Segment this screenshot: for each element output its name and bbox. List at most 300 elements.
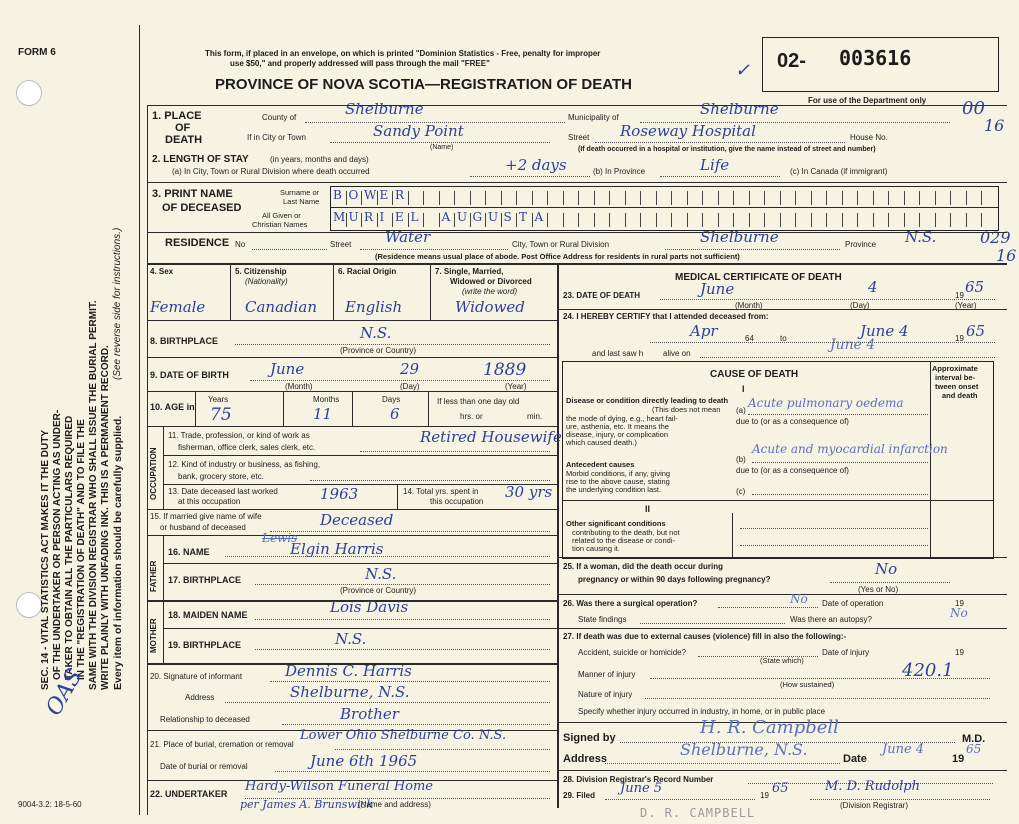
name-grid-divider [718,213,719,227]
name-grid-divider [361,213,362,227]
manner-code: 420.1 [902,660,954,681]
doctor-date-year-prefix: 19 [952,753,965,765]
name-grid-divider [795,191,796,205]
name-grid-divider [919,191,920,205]
registrar-value: M. D. Rudolph [825,779,920,794]
stay-b-value: Life [700,156,730,174]
name-grid-divider [935,213,936,227]
due-to-label-2: due to (or as a consequence of) [736,466,849,475]
surname-label-1: Surname or [280,188,320,197]
name-grid-divider [361,191,362,205]
how-sustained-caption: (How sustained) [780,680,835,689]
name-grid-divider [656,213,657,227]
name-letter: A [534,210,544,224]
name-grid-divider [439,213,440,227]
surgery-label: 26. Was there a surgical operation? [563,599,698,608]
name-grid-divider [516,191,517,205]
name-grid-divider [671,213,672,227]
registrar-caption: (Division Registrar) [840,801,909,810]
name-grid-divider [377,191,378,205]
name-grid-divider [485,213,486,227]
autopsy-value: No [950,606,968,620]
informant-sig-value: Dennis C. Harris [285,662,412,680]
relationship-label: Relationship to deceased [160,715,250,724]
autopsy-label: Was there an autopsy? [790,615,872,624]
dob-month-caption: (Month) [285,382,313,391]
signed-label: Signed by [563,732,616,744]
name-grid-divider [981,191,982,205]
other-note-2: related to the disease or condi- [572,536,675,545]
father-name-label: 16. NAME [168,547,210,557]
doctor-address-value: Shelburne, N.S. [680,740,808,759]
name-letter: E [395,210,404,224]
reg-record-label: 28. Division Registrar's Record Number [563,775,714,784]
attended-from: Apr [690,322,718,340]
father-name-value: Elgin Harris [290,540,384,558]
place-label-3: DEATH [165,134,203,146]
pregnancy-label-1: 25. If a woman, did the death occur during [563,562,724,571]
years-value: 75 [210,405,232,425]
dod-day: 4 [868,278,878,296]
name-grid-divider [454,191,455,205]
last-worked-label-2: at this occupation [178,497,241,506]
county-label: County of [262,113,297,122]
undertaker-sub: per James A. Brunswick [240,798,374,811]
given-label-1: All Given or [262,211,301,220]
residence-street-label: Street [330,240,352,249]
certify-label: 24. I HEREBY CERTIFY that I attended deceased from: [563,312,769,321]
name-grid-divider [950,213,951,227]
injury-date-year: 19 [955,648,964,657]
name-grid-divider [966,213,967,227]
name-letter: I [379,210,385,224]
name-grid-divider [563,213,564,227]
name-grid-divider [857,213,858,227]
undertaker-value: Hardy-Wilson Funeral Home [245,779,433,794]
name-letter: U [348,210,359,224]
form-code: 9004-3.2: 18-5-60 [18,800,82,809]
form-title: PROVINCE OF NOVA SCOTIA—REGISTRATION OF DEATH [215,76,632,93]
doctor-date-year: 65 [966,742,982,756]
disease-note-3: ure, asthenia, etc. It means the [566,422,669,431]
spouse-value: Deceased [320,511,394,529]
side-notice-1: SEC. 14 - VITAL STATISTICS ACT MAKES IT THE DUTY [40,429,51,690]
name-grid-divider [857,191,858,205]
stay-b-label: (b) In Province [593,167,646,176]
name-grid-divider [780,191,781,205]
other-note-3: tion causing it. [572,544,620,553]
birthplace-label: 8. BIRTHPLACE [150,336,219,346]
name-grid-divider [594,213,595,227]
margin-mark: OAS [41,665,88,720]
stay-c-label: (c) In Canada (if immigrant) [790,167,888,176]
frame-top-rule [147,105,1007,106]
name-grid-divider [656,191,657,205]
disease-note-2: the mode of dying, e.g., heart fail- [566,414,678,423]
last-seen-value: June 4 [830,337,876,353]
deceased-label-1: 3. PRINT NAME [152,188,233,200]
name-grid-divider [780,213,781,227]
street-value: Roseway Hospital [620,122,756,140]
dod-year: 65 [965,278,985,296]
dob-label: 9. DATE OF BIRTH [150,370,229,380]
mother-birthplace-value: N.S. [335,630,367,648]
name-grid [330,186,999,231]
signed-value: H. R. Campbell [700,717,839,738]
filed-year: 65 [772,781,789,796]
name-letter: A [441,210,451,224]
name-grid-divider [733,191,734,205]
side-notice-7: Every item of information should be carefully supplied. [112,415,124,690]
name-grid-divider [609,191,610,205]
min-label: min. [527,412,543,421]
name-grid-divider [842,213,843,227]
name-grid-divider [470,191,471,205]
name-grid-divider [532,213,533,227]
approx-4: and death [942,391,978,400]
approx-1: Approximate [932,364,978,373]
name-caption: (Name) [430,144,454,151]
name-grid-divider [408,191,409,205]
relationship-value: Brother [340,705,399,723]
name-grid-divider [795,213,796,227]
marital-label-2: Widowed or Divorced [450,277,532,286]
pregnancy-value: No [875,560,898,578]
frame-inner-rule [147,105,148,815]
trade-label-2: fisherman, office clerk, sales clerk, etc. [178,443,316,452]
findings-label: State findings [578,615,627,624]
burial-date-label: Date of burial or removal [160,762,248,771]
place-label-1: 1. PLACE [152,110,202,122]
reg-prefix: 02- [777,50,806,72]
dob-year: 1889 [483,360,527,380]
marital-value: Widowed [455,298,525,316]
racial-value: English [345,298,403,316]
dod-month-caption: (Month) [735,301,763,310]
name-grid-divider [873,191,874,205]
disease-label: Disease or condition directly leading to death [566,396,729,405]
name-letter: G [472,210,483,224]
op-date-label: Date of operation [822,599,884,608]
last-seen-label: and last saw h [592,349,644,358]
name-grid-divider [935,191,936,205]
name-grid-divider [609,213,610,227]
days-label: Days [382,395,401,404]
side-notice-8: (See reverse side for instructions.) [112,227,123,380]
total-yrs-label-2: this occupation [430,497,484,506]
residence-no-label: No [235,240,246,249]
name-grid-divider [950,191,951,205]
informant-address-value: Shelburne, N.S. [290,683,410,701]
years-label: Years [208,395,229,404]
citizenship-sub: (Nationality) [245,277,288,286]
residence-province-label: Province [845,240,877,249]
approx-2: interval be- [935,373,976,382]
name-grid-divider [811,191,812,205]
binder-hole-top [16,80,42,106]
attended-to: June 4 [860,322,909,340]
hrs-label: hrs. or [460,412,483,421]
marital-label-1: 7. Single, Married, [435,267,504,276]
dod-label: 23. DATE OF DEATH [563,291,641,300]
name-grid-divider [733,213,734,227]
stay-a-label: (a) In City, Town or Rural Division where death occurred [172,167,370,176]
informant-address-label: Address [185,693,215,702]
cause-a-value: Acute pulmonary oedema [748,396,904,410]
name-grid-divider [578,191,579,205]
md-label: M.D. [962,733,986,745]
name-grid-divider [888,191,889,205]
residence-city: Shelburne [700,228,779,246]
name-grid-divider [888,213,889,227]
name-letter: B [333,188,342,202]
name-grid-divider [392,213,393,227]
father-birthplace-value: N.S. [365,565,397,583]
dod-month: June [700,280,735,298]
side-notice-5: SAME WITH THE DIVISION REGISTRAR WHO SHALL ISSUE THE BURIAL PERMIT. [88,300,99,690]
side-notice-6: WRITE PLAINLY WITH UNFADING INK. THIS IS A PERMANENT RECORD. [100,345,111,690]
antecedent-note-2: rise to the above cause, stating [566,477,670,486]
name-letter: E [379,188,389,202]
due-to-label-1: due to (or as a consequence of) [736,417,849,426]
approx-3: tween onset [935,382,979,391]
total-yrs-label-1: 14. Total yrs. spent in [403,487,479,496]
dept-mark-4: 16 [996,246,1017,265]
name-grid-divider [702,191,703,205]
name-grid-divider [563,191,564,205]
antecedent-note-3: the underlying condition last. [566,485,662,494]
father-name-strike: Lewis [262,531,298,545]
filed-year-prefix: 19 [760,791,769,800]
residence-province: N.S. [905,228,937,246]
hospital-note: (If death occurred in a hospital or institution, give the name instead of street and number) [578,146,876,153]
spouse-label-2: or husband of deceased [160,523,246,532]
racial-label: 6. Racial Origin [338,267,397,276]
last-worked-label-1: 13. Date deceased last worked [168,487,278,496]
name-grid-divider [966,191,967,205]
name-grid-divider [532,191,533,205]
name-grid-divider [392,191,393,205]
name-grid-divider [981,213,982,227]
dob-month: June [270,360,305,378]
dod-day-caption: (Day) [850,301,870,310]
sex-value: Female [150,298,206,316]
name-grid-divider [625,213,626,227]
name-letter: W [364,188,377,202]
industry-label-1: 12. Kind of industry or business, as fishing, [168,460,321,469]
reg-number: 003616 [839,46,912,70]
name-grid-divider [547,191,548,205]
dod-year-prefix: 19 [955,291,964,300]
name-letter: R [395,188,405,202]
burial-place-label: 21. Place of burial, cremation or removal [150,740,294,749]
occupation-vertical: OCCUPATION [149,447,158,500]
frame-left-rule [139,25,140,815]
name-grid-divider [625,191,626,205]
name-grid-divider [826,213,827,227]
months-value: 11 [313,405,333,423]
county-value: Shelburne [345,100,424,118]
name-grid-divider [764,191,765,205]
name-grid-divider [439,191,440,205]
deceased-label-2: OF DECEASED [162,202,242,214]
roman-2: II [645,504,651,514]
name-grid-divider [702,213,703,227]
mother-vertical: MOTHER [149,618,158,653]
mother-name-label: 18. MAIDEN NAME [168,610,248,620]
name-letter: S [503,210,512,224]
age-label: 10. AGE in [150,402,195,412]
specify-label: Specify whether injury occurred in industry, in home, or in public place [578,707,826,716]
municipality-label: Municipality of [568,113,619,122]
column-divider [557,263,559,808]
name-grid-divider [501,191,502,205]
manner-label: Manner of injury [578,670,636,679]
disease-note-5: which caused death.) [566,438,637,447]
spouse-label-1: 15. If married give name of wife [150,512,262,521]
doctor-date-label: Date [843,753,867,765]
cause-b-value: Acute and myocardial infarction [752,442,948,456]
citizenship-label: 5. Citizenship [235,267,287,276]
notice-line-2: use $50," and properly addressed will pass through the mail "FREE" [230,59,490,68]
form-number: FORM 6 [18,47,56,58]
father-birthplace-label: 17. BIRTHPLACE [168,575,242,585]
filed-value: June 5 [620,781,663,796]
sex-label: 4. Sex [150,267,174,276]
name-grid-divider [764,213,765,227]
city-label: If in City or Town [247,133,306,142]
name-grid-divider [718,191,719,205]
surgery-value: No [790,592,808,606]
attended-to-year-prefix: 19 [955,334,964,343]
name-grid-divider [919,213,920,227]
name-grid-divider [640,191,641,205]
alive-on-label: alive on [663,349,691,358]
name-grid-divider [811,213,812,227]
dod-year-caption: (Year) [955,301,977,310]
name-grid-divider [749,191,750,205]
place-label-2: OF [175,122,191,134]
father-bp-caption: (Province or Country) [340,586,417,595]
attended-from-year: 64 [745,334,754,343]
side-notice-4: IN THE "REGISTRATION OF DEATH" AND TO FILE THE [76,419,87,680]
mother-birthplace-label: 19. BIRTHPLACE [168,640,242,650]
name-grid-divider [594,191,595,205]
antecedent-note-1: Morbid conditions, if any, giving [566,469,671,478]
name-grid-divider [873,213,874,227]
name-letter: L [410,210,419,224]
dept-use-label: For use of the Department only [808,96,927,105]
father-vertical: FATHER [149,560,158,592]
under-day-label: If less than one day old [437,397,520,406]
name-letter: U [488,210,499,224]
residence-note: (Residence means usual place of abode. Post Office Address for residents in rural parts not sufficient) [375,252,740,261]
name-grid-divider [423,191,424,205]
dept-mark-1: 00 [962,98,985,119]
yes-no-caption: (Yes or No) [858,585,899,594]
municipality-value: Shelburne [700,100,779,118]
name-letter: M [333,210,346,224]
mother-name-value: Lois Davis [330,598,409,616]
name-grid-divider [377,213,378,227]
industry-label-2: bank, grocery store, etc. [178,472,264,481]
informant-sig-label: 20. Signature of informant [150,672,243,681]
name-grid-divider [470,213,471,227]
doctor-date-value: June 4 [882,742,925,757]
name-grid-divider [346,213,347,227]
city-value: Sandy Point [373,122,464,140]
name-grid-divider [516,213,517,227]
name-grid-divider [501,213,502,227]
birthplace-value: N.S. [360,324,392,342]
disease-note-1: (This does not mean [652,405,721,414]
name-letter: U [457,210,468,224]
nature-label: Nature of injury [578,690,633,699]
filed-label: 29. Filed [563,791,596,800]
dob-year-caption: (Year) [505,382,527,391]
antecedent-label: Antecedent causes [566,460,635,469]
name-grid-divider [423,213,424,227]
external-label: 27. If death was due to external causes (violence) fill in also the following:- [563,632,847,641]
name-grid-divider [408,213,409,227]
name-letter: O [348,188,359,202]
name-grid-divider [826,191,827,205]
dob-day: 29 [400,360,420,378]
name-letter: T [519,210,528,224]
undertaker-label: 22. UNDERTAKER [150,789,228,799]
name-grid-divider [687,191,688,205]
check-mark: ✓ [735,60,751,81]
name-grid-divider [671,191,672,205]
notice-line-1: This form, if placed in an envelope, on which is printed "Dominion Statistics - Free, penalty for improper [205,49,601,58]
stay-note: (in years, months and days) [270,155,369,164]
trade-value: Retired Housewife [420,428,562,446]
street-label: Street [568,133,590,142]
name-grid-divider [904,213,905,227]
registration-number-box [762,37,999,92]
op-date-year: 19 [955,599,964,608]
name-grid-divider [346,191,347,205]
doctor-address-label: Address [563,753,608,765]
name-grid-divider [485,191,486,205]
disease-note-4: disease, injury, or complication [566,430,668,439]
dob-day-caption: (Day) [400,382,420,391]
residence-street: Water [385,228,431,246]
attended-to-label: to [780,334,787,343]
name-grid-divider [842,191,843,205]
binder-hole-bottom [16,592,42,618]
pregnancy-label-2: pregnancy or within 90 days following pregnancy? [578,575,771,584]
residence-city-label: City, Town or Rural Division [512,240,610,249]
other-label: Other significant conditions [566,519,666,528]
stay-a-value: +2 days [505,156,567,174]
days-value: 6 [390,405,400,423]
name-grid-divider [687,213,688,227]
last-worked-value: 1963 [320,485,359,503]
other-note-1: contributing to the death, but not [572,528,680,537]
name-grid-divider [454,213,455,227]
total-yrs-value: 30 yrs [505,483,553,501]
injury-date-label: Date of injury [822,648,870,657]
state-which-caption: (State which) [760,656,804,665]
name-grid-divider [578,213,579,227]
citizenship-value: Canadian [245,298,318,316]
attended-to-year: 65 [966,322,986,340]
name-grid-divider [749,213,750,227]
birthplace-caption: (Province or Country) [340,346,417,355]
given-label-2: Christian Names [252,220,308,229]
stay-label: 2. LENGTH OF STAY [152,154,249,165]
